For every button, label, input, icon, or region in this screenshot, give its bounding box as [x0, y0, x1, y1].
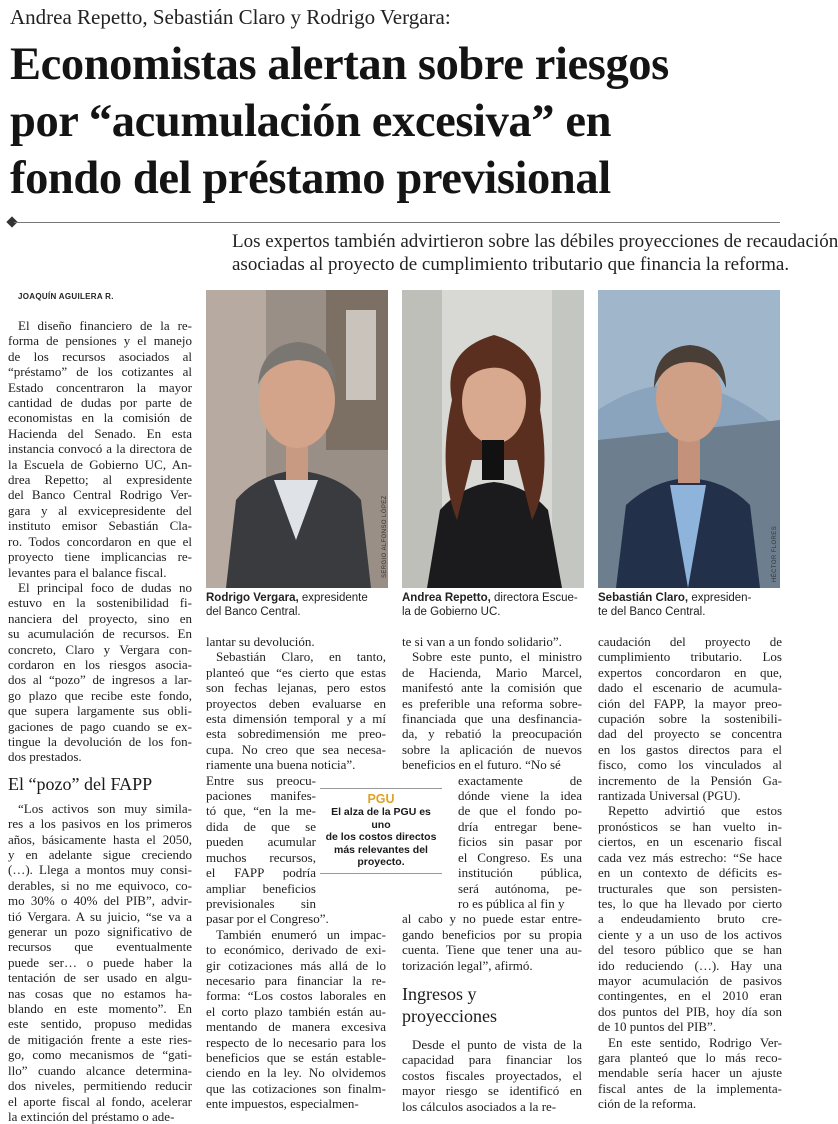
text-line: ciente y a un uso de los activos — [598, 926, 782, 942]
paragraph — [8, 318, 192, 580]
text-line: concreto, Claro y Vergara con- — [8, 641, 192, 657]
photo-sebastian-claro — [598, 290, 780, 588]
text-line: ción del FAPP, la mayor preo- — [598, 695, 782, 711]
portrait-illustration — [598, 290, 780, 588]
text-line: cupa. No creo que sea necesa- — [206, 741, 386, 757]
text-line: cada vez más estrecho: “Se hace — [598, 849, 782, 865]
text-line: dida de que se — [206, 818, 316, 834]
text-line: derables, si no me equivoco, co- — [8, 877, 192, 893]
text-line: de mitigación frente a este ries- — [8, 1031, 192, 1047]
text-line: dado el escenario de acumula- — [598, 680, 782, 696]
text-line: y en adelante sigue creciendo — [8, 847, 192, 862]
text-line: mayor acumulación de pasivos — [598, 972, 782, 988]
text-line: torización legal”, afirmó. — [402, 957, 533, 973]
text-line: la extinción del préstamo o ade- — [8, 1108, 175, 1124]
text-line: contingentes, en el 2010 eran — [598, 988, 782, 1004]
text-line: recursos que eventualmente — [8, 939, 192, 955]
text-line: de que el fondo po- — [458, 803, 582, 819]
text-line: instituto emisor Sebastián Cla- — [8, 518, 192, 534]
article-headline — [10, 36, 780, 207]
text-line: En este sentido, Rodrigo Ver- — [608, 1034, 782, 1050]
subhead-line: Ingresos y — [402, 983, 477, 1004]
text-line: pasar por el Congreso”. — [206, 911, 329, 927]
text-line: el FAPP podría — [206, 865, 316, 881]
text-column-3 — [402, 634, 582, 1114]
portrait-illustration — [206, 290, 388, 588]
text-line: llo” cuando alcance determina- — [8, 1062, 192, 1078]
text-line: años, básicamente hasta el 2050, — [8, 831, 192, 847]
text-line: ro es pública al fin y — [458, 895, 565, 911]
text-line: El principal foco de dudas no — [18, 579, 192, 595]
caption-text: expresidente — [298, 592, 368, 604]
text-line: respecto de lo necesario para los — [206, 1034, 386, 1050]
text-line: nas cosas que no estamos ha- — [8, 985, 192, 1001]
text-line: Estado concentraron la mayor — [8, 379, 192, 395]
headline-line: Economistas alertan sobre riesgos — [10, 39, 669, 90]
pull-quote-line: El alza de la PGU es uno — [331, 806, 431, 831]
text-line: muchos recursos, — [206, 849, 316, 865]
text-line: cantidad de dudas por parte de — [8, 395, 192, 411]
paragraph — [598, 634, 782, 803]
text-line: forma de pensiones y el manejo — [8, 333, 192, 349]
text-line: mo 30% o 40% del PIB”, advir- — [8, 893, 192, 909]
caption-text: la de Gobierno UC. — [402, 606, 501, 618]
paragraph — [8, 580, 192, 765]
photo-rodrigo-vergara — [206, 290, 388, 588]
text-line: institución pública, — [458, 865, 582, 881]
text-line: la Escuela de Gobierno UC, An- — [8, 456, 192, 472]
text-line: cordaron en los riesgos asocia- — [8, 656, 192, 672]
text-line: puede ser… o puede haber la — [8, 954, 192, 970]
text-line: dos niveles, permitiendo reducir — [8, 1078, 192, 1094]
section-subhead — [402, 983, 582, 1027]
text-line: estuvo en la sostenibilidad fi- — [8, 595, 192, 611]
text-line: caudación del proyecto de — [598, 634, 782, 649]
text-line: También enumeró un impac- — [216, 926, 386, 942]
text-line: El diseño financiero de la re- — [18, 318, 192, 333]
text-line: beneficios en el futuro. “No sé — [402, 757, 561, 773]
text-line: res a los pasivos en los primeros — [8, 816, 192, 832]
paragraph — [206, 772, 329, 927]
text-line: ente impuestos, especialmen- — [206, 1096, 359, 1112]
pull-quote — [320, 788, 442, 874]
text-line: incremento de la Pensión Ga- — [598, 772, 782, 788]
text-line: proyectos deben evaluarse en — [206, 695, 386, 711]
text-line: cupación sobre la sostenibili- — [598, 711, 782, 727]
text-line: nanciera del proyecto, sino en — [8, 610, 192, 626]
text-line: financiada que una desfinancia- — [402, 711, 582, 727]
text-line: (…). Llega a montos muy consi- — [8, 862, 192, 878]
portrait-illustration — [402, 290, 584, 588]
article-summary — [232, 230, 838, 276]
paragraph — [206, 927, 386, 1112]
text-line: riamente una buena noticia”. — [206, 757, 356, 773]
text-line: go plazo que recibe este fondo, — [8, 687, 192, 703]
article-byline: JOAQUÍN AGUILERA R. — [18, 292, 114, 301]
paragraph — [458, 773, 582, 912]
text-line: tió Vergara. A su juicio, “se va a — [8, 908, 192, 924]
photo-caption — [206, 591, 390, 619]
text-line: gara planteó que lo más reco- — [598, 1049, 782, 1065]
text-line: blando en este momento”. En — [8, 1001, 192, 1017]
text-line: los cálculos asociados a la re- — [402, 1098, 557, 1114]
text-line: este sentido, propuso medidas — [8, 1016, 192, 1032]
photo-caption — [402, 591, 586, 619]
text-line: Desde el punto de vista de la — [412, 1036, 582, 1052]
text-line: ción de la reforma. — [598, 1096, 697, 1112]
text-line: Sobre este punto, el ministro — [412, 649, 582, 665]
text-line: el corto plazo también están au- — [206, 1003, 386, 1019]
text-line: beneficios que se están estable- — [206, 1049, 386, 1065]
text-line: forma: “Los costos laborales en — [206, 988, 386, 1004]
section-subhead: El “pozo” del FAPP — [8, 773, 153, 794]
headline-line: por “acumulación excesiva” en — [10, 96, 612, 147]
text-line: planteó que “es cierto que estas — [206, 664, 386, 680]
text-line: que las cotizaciones son finalm- — [206, 1080, 386, 1096]
text-line: fisco, como los vinculados al — [598, 757, 782, 773]
text-line: pueden acumular — [206, 834, 316, 850]
text-line: levantes para el balance fiscal. — [8, 564, 167, 580]
text-line: tingue la devolución de los fon- — [8, 733, 192, 749]
text-line: en los gastos directos para el — [598, 741, 782, 757]
paragraph — [402, 911, 582, 973]
text-line: gando beneficios por su propia — [402, 926, 582, 942]
photo-credit: HÉCTOR FLORES — [772, 525, 778, 582]
text-line: será autónoma, pe- — [458, 880, 582, 896]
text-line: sobre la aplicación de nuevos — [402, 741, 582, 757]
paragraph — [8, 801, 192, 1124]
headline-line: fondo del préstamo previsional — [10, 153, 611, 204]
text-line: que supera largamente sus obli- — [8, 703, 192, 719]
pull-quote-label: PGU — [367, 792, 395, 806]
text-line: esta sobredimensión me preo- — [206, 726, 386, 742]
text-line: economistas en la comisión de — [8, 410, 192, 426]
text-line: mentando de manera excesiva — [206, 1019, 386, 1035]
text-line: ro. Todos concordaron en que el — [8, 533, 192, 549]
text-line: a endeudamiento bruto cre- — [598, 911, 782, 927]
caption-text: te del Banco Central. — [598, 606, 706, 618]
text-line: de Hacienda, Mario Marcel, — [402, 664, 582, 680]
text-line: ampliar beneficios — [206, 880, 316, 896]
text-line: dos prestados. — [8, 749, 82, 765]
text-line: tó que, “en la me- — [206, 803, 316, 819]
text-line: ciendo en la ley. No olvidemos — [206, 1065, 386, 1081]
text-line: drea Repetto; al expresidente — [8, 472, 192, 488]
paragraph — [206, 649, 386, 772]
text-column-4 — [598, 634, 782, 1112]
pull-quote-line: más relevantes del — [334, 843, 428, 856]
text-line: dónde viene la idea — [458, 788, 582, 804]
text-line: al cabo y no puede estar entre- — [402, 911, 582, 927]
text-line: te si van a un fondo solidario”. — [402, 634, 562, 649]
text-line: mendable sería hacer un ajuste — [598, 1065, 782, 1081]
article-kicker: Andrea Repetto, Sebastián Claro y Rodrigo Vergara: — [10, 5, 451, 29]
caption-name: Rodrigo Vergara, — [206, 592, 299, 604]
photo-credit: SERGIO ALFONSO LÓPEZ — [382, 495, 388, 578]
subhead-line: proyecciones — [402, 1005, 497, 1026]
text-line: cumplimiento tributario. Los — [598, 649, 782, 665]
text-line: es preferible una reforma sobre- — [402, 695, 582, 711]
text-line: to económico, derivado de exi- — [206, 942, 386, 958]
caption-name: Andrea Repetto, — [402, 592, 491, 604]
text-line: pronósticos se han vuelto in- — [598, 818, 782, 834]
caption-text: del Banco Central. — [206, 606, 301, 618]
text-line: mayor riesgo se identificó en — [402, 1083, 582, 1099]
text-line: proyecto tiene implicancias re- — [8, 549, 192, 565]
text-line: esta dimensión temporal y a mí — [206, 711, 386, 727]
text-line: el Congreso. Es una — [458, 849, 582, 865]
photo-caption — [598, 591, 782, 619]
text-line: tructurales que son persisten- — [598, 880, 782, 896]
text-line: del Banco Central Rodrigo Ver- — [8, 487, 192, 503]
text-line: Sebastián Claro, en tanto, — [216, 649, 386, 665]
text-line: dad del proyecto se concentra — [598, 726, 782, 742]
text-line: “préstamo” de los cotizantes al — [8, 364, 192, 380]
summary-line: Los expertos también advirtieron sobre las débiles proyecciones de recaudación — [232, 231, 838, 252]
text-line: necesario para financiar la re- — [206, 972, 386, 988]
text-line: lantar su devolución. — [206, 634, 315, 649]
text-line: Hacienda del Senado. En esta — [8, 425, 192, 441]
text-line: su acumulación de recursos. En — [8, 626, 192, 642]
text-column-1 — [8, 318, 192, 1124]
text-line: rantizada Universal (PGU). — [598, 788, 741, 804]
paragraph — [206, 634, 386, 649]
text-line: exactamente de — [458, 772, 582, 788]
text-line: gaciones de pago cuando se ex- — [8, 718, 192, 734]
text-line: de 10 puntos del PIB”. — [598, 1019, 717, 1035]
text-line: gir cotizaciones más allá de lo — [206, 957, 386, 973]
pull-quote-line: proyecto. — [357, 856, 405, 869]
paragraph — [402, 1037, 582, 1114]
text-line: expertos concordaron en que, — [598, 664, 782, 680]
text-line: instancia convocó a la directora de — [8, 441, 192, 457]
text-line: da, y rebatió la preocupación — [402, 726, 582, 742]
pull-quote-line: de los costos directos — [325, 831, 437, 844]
text-line: Repetto advirtió que estos — [608, 803, 782, 819]
text-line: Entre sus preocu- — [206, 772, 316, 788]
text-line: cuenta. Tiene que tener una au- — [402, 942, 582, 958]
text-line: dos al “pozo” de ingresos a lar- — [8, 672, 192, 688]
text-line: de los recursos asociados al — [8, 348, 192, 364]
text-line: paciones manifes- — [206, 788, 316, 804]
text-line: go, como mecanismos de “gati- — [8, 1047, 192, 1063]
text-line: “Los activos son muy simila- — [18, 800, 192, 816]
text-line: costos fiscales proyectados, el — [402, 1067, 582, 1083]
text-line: el aporte fiscal al fondo, acelerar — [8, 1093, 192, 1109]
text-line: del tesoro público que se han — [598, 942, 782, 958]
text-line: generar un pozo significativo de — [8, 924, 192, 940]
summary-line: asociadas al proyecto de cumplimiento tributario que financia la reforma. — [232, 254, 790, 275]
text-line: ido reduciendo (…). Hay una — [598, 957, 782, 973]
photo-andrea-repetto — [402, 290, 584, 588]
text-line: ciertos, en un escenario fiscal — [598, 834, 782, 850]
text-line: son fechas lejanas, pero estos — [206, 680, 386, 696]
paragraph — [598, 1035, 782, 1112]
text-line: previsionales sin — [206, 895, 316, 911]
text-line: capacidad para financiar los — [402, 1052, 582, 1068]
text-line: fiscal antes de la implementa- — [598, 1080, 782, 1096]
text-line: ficios sin pasar por — [458, 834, 582, 850]
paragraph — [598, 803, 782, 1034]
header-rule — [14, 222, 780, 223]
text-line: dos puntos del PIB, hoy día son — [598, 1003, 782, 1019]
text-line: dría entregar bene- — [458, 818, 582, 834]
caption-name: Sebastián Claro, — [598, 592, 689, 604]
text-line: tes, lo que ha llevado por cierto — [598, 895, 782, 911]
paragraph — [402, 649, 582, 772]
paragraph — [402, 634, 582, 649]
text-line: manifestó ante la comisión que — [402, 680, 582, 696]
text-line: tentación de ser usado en algu- — [8, 970, 192, 986]
text-line: gara y al exvicepresidente del — [8, 502, 192, 518]
caption-text: expresiden- — [688, 592, 752, 604]
text-line: en un contexto de déficits es- — [598, 865, 782, 881]
caption-text: directora Escue- — [490, 592, 578, 604]
